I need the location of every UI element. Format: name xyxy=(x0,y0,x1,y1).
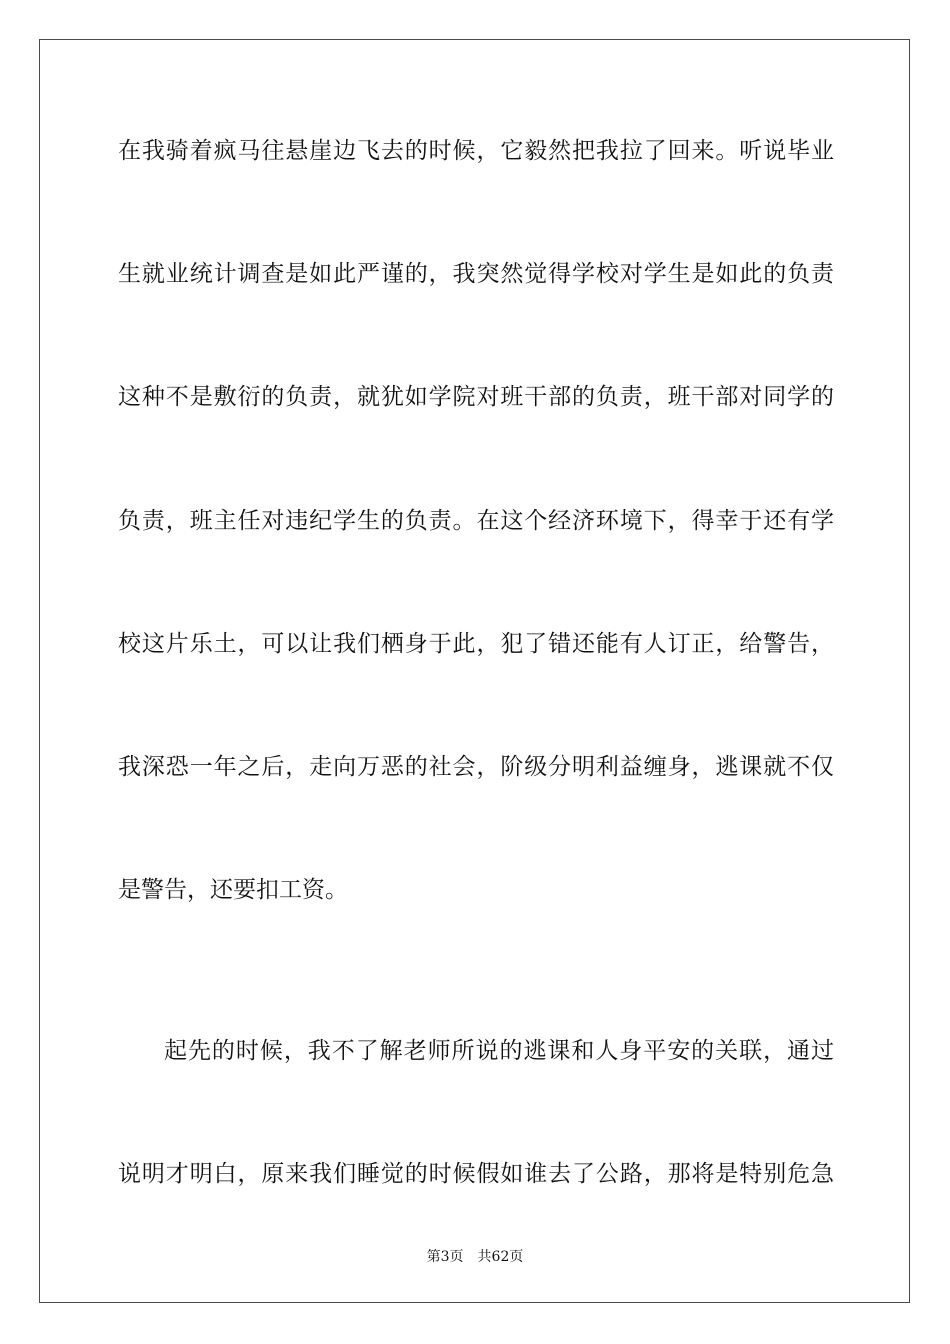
paragraph-line: 我深恐一年之后，走向万恶的社会，阶级分明利益缠身，逃课就不仅 xyxy=(118,754,834,780)
page-number: 第3页 xyxy=(426,1249,464,1265)
paragraph-line: 校这片乐土，可以让我们栖身于此，犯了错还能有人订正，给警告， xyxy=(118,631,834,657)
paragraph-line: 起先的时候，我不了解老师所说的逃课和人身平安的关联，通过 xyxy=(164,1038,834,1064)
paragraph-line: 这种不是敷衍的负责，就犹如学院对班干部的负责，班干部对同学的 xyxy=(118,384,834,410)
paragraph-line: 生就业统计调查是如此严谨的，我突然觉得学校对学生是如此的负责 xyxy=(118,261,834,287)
page-border xyxy=(39,39,910,1303)
paragraph-line: 是警告，还要扣工资。 xyxy=(118,877,348,903)
paragraph-line: 负责，班主任对违纪学生的负责。在这个经济环境下，得幸于还有学 xyxy=(118,508,834,534)
page-footer xyxy=(0,1248,950,1266)
paragraph-line: 在我骑着疯马往悬崖边飞去的时候，它毅然把我拉了回来。听说毕业 xyxy=(118,138,834,164)
paragraph-line: 说明才明白，原来我们睡觉的时候假如谁去了公路，那将是特别危急 xyxy=(118,1161,834,1187)
page-total: 共62页 xyxy=(477,1249,524,1265)
